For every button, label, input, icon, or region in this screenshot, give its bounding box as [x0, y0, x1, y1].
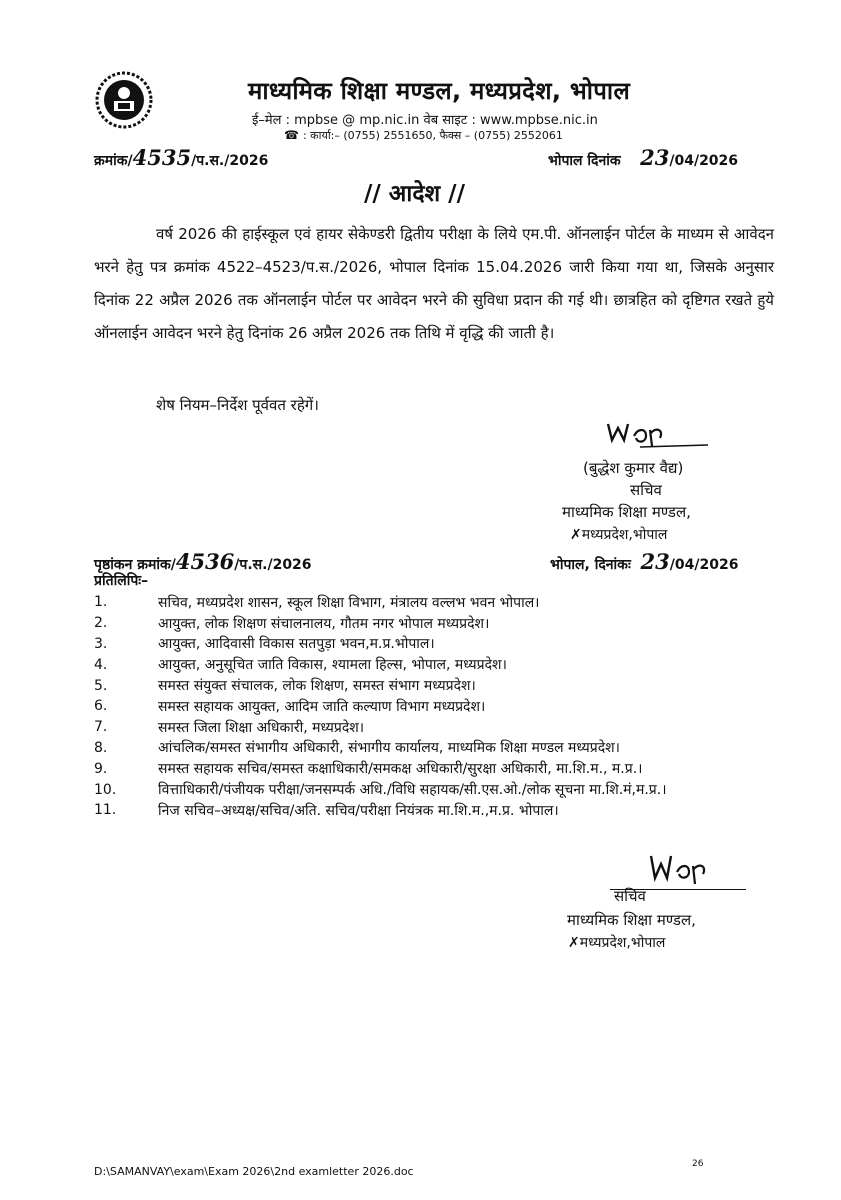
order-body-paragraph — [94, 218, 774, 350]
copy-list-item-number: 6. — [94, 698, 108, 715]
endorsement-handwritten-number: 4536 — [175, 549, 235, 574]
copy-list-item-number: 4. — [94, 656, 108, 673]
copy-list-item-text: आयुक्त, लोक शिक्षण संचालनालय, गौतम नगर भोपाल मध्यप्रदेश। — [158, 615, 490, 632]
header-contact-phone — [284, 128, 563, 143]
order-body-note: शेष नियम–निर्देश पूर्ववत रहेगें। — [156, 396, 319, 414]
copy-list-item — [94, 675, 794, 696]
signatory-name: (बुद्धेश कुमार वैद्य) — [583, 459, 684, 477]
copy-list-item-text: आयुक्त, आदिवासी विकास सतपुड़ा भवन,म.प्र.भोपाल। — [158, 636, 435, 653]
copy-list-item — [94, 800, 794, 821]
copy-to-label: प्रतिलिपिः– — [94, 573, 149, 589]
copy-list-item-number: 11. — [94, 802, 117, 819]
endorsement-prefix: पृष्ठांकन क्रमांक/ — [94, 557, 176, 573]
signatory-org-line2-text: मध्यप्रदेश,भोपाल — [581, 527, 668, 543]
copy-to-list — [94, 592, 794, 821]
order-body-text: वर्ष 2026 की हाईस्कूल एवं हायर सेकेण्डरी द्वितीय परीक्षा के लिये एम.पी. ऑनलाईन पोर्टल के माध्यम से आवेदन भरने हेतु पत्र क्रमांक 4522–4523/प.स./2026, भोपाल दिनांक 15.04.2026 जारी किया गया था, जिसके अनुसार दिनांक 22 अप्रैल 2026 तक ऑनलाईन पोर्टल पर आवेदन भरने की सुविधा प्रदान की गई थी। छात्रहित को दृष्टिगत रखते हुये ऑनलाईन आवेदन भरने हेतु दिनांक 26 अप्रैल 2026 तक तिथि में वृद्धि की जाती है। — [94, 225, 774, 342]
copy-list-item-text: सचिव, मध्यप्रदेश शासन, स्कूल शिक्षा विभाग, मंत्रालय वल्लभ भवन भोपाल। — [158, 594, 540, 611]
copy-list-item-text: वित्ताधिकारी/पंजीयक परीक्षा/जनसम्पर्क अधि./विधि सहायक/सी.एस.ओ./लोक सूचना मा.शि.मं,म.प्र.। — [158, 782, 667, 799]
copy-list-item — [94, 654, 794, 675]
copy-list-item-number: 9. — [94, 760, 108, 777]
reference-date-day: 23 — [640, 145, 670, 170]
copy-list-item-text: समस्त संयुक्त संचालक, लोक शिक्षण, समस्त संभाग मध्यप्रदेश। — [158, 678, 476, 695]
copy-list-item-text: आंचलिक/समस्त संभागीय अधिकारी, संभागीय कार्यालय, माध्यमिक शिक्षा मण्डल मध्यप्रदेश। — [158, 740, 620, 757]
header-title: माध्यमिक शिक्षा मण्डल, मध्यप्रदेश, भोपाल — [248, 77, 631, 105]
signatory-org-line1: माध्यमिक शिक्षा मण्डल, — [562, 503, 691, 521]
copy-list-item-text: निज सचिव–अध्यक्ष/सचिव/अति. सचिव/परीक्षा नियंत्रक मा.शि.म.,म.प्र. भोपाल। — [158, 802, 559, 819]
telephone-icon: ☎ — [284, 128, 299, 142]
reference-prefix: क्रमांक/ — [94, 153, 133, 169]
copy-list-item-number: 8. — [94, 739, 108, 756]
signatory-org-line2 — [570, 525, 667, 544]
reference-date — [548, 145, 738, 170]
copy-list-item — [94, 613, 794, 634]
endorsement-suffix: /प.स./2026 — [234, 557, 312, 573]
copy-list-item — [94, 758, 794, 779]
header-phone-text: : कार्या:– (0755) 2551650, फैक्स – (0755) 2552061 — [302, 129, 563, 142]
pen-mark-icon: ✗ — [570, 527, 582, 543]
pen-mark-icon: ✗ — [568, 935, 580, 951]
copy-list-item — [94, 696, 794, 717]
copy-list-item-text: समस्त सहायक सचिव/समस्त कक्षाधिकारी/समकक्ष अधिकारी/सुरक्षा अधिकारी, मा.शि.म., म.प्र.। — [158, 761, 643, 778]
copy-list-item-number: 5. — [94, 677, 108, 694]
copy-list-item-number: 2. — [94, 615, 108, 632]
reference-suffix: /प.स./2026 — [191, 153, 269, 169]
header-contact-email: ई–मेल : mpbse @ mp.nic.in वेब साइट : www.mpbse.nic.in — [252, 113, 598, 128]
signatory-2-designation: सचिव — [614, 887, 646, 905]
signatory-designation: सचिव — [630, 481, 662, 499]
copy-list-item-number: 10. — [94, 781, 117, 798]
copy-list-item-text: आयुक्त, अनुसूचित जाति विकास, श्यामला हिल्स, भोपाल, मध्यप्रदेश। — [158, 657, 507, 674]
copy-list-item — [94, 738, 794, 759]
copy-list-item — [94, 717, 794, 738]
copy-list-item-number: 1. — [94, 594, 108, 611]
reference-date-suffix: /04/2026 — [669, 153, 739, 169]
endorsement-date-day: 23 — [640, 549, 670, 574]
reference-number — [94, 145, 268, 170]
signatory-2-org-line2-text: मध्यप्रदेश,भोपाल — [579, 935, 666, 951]
copy-list-item-number: 3. — [94, 635, 108, 652]
reference-handwritten-number: 4535 — [132, 145, 192, 170]
endorsement-date-prefix: भोपाल, दिनांकः — [550, 557, 631, 573]
copy-list-item-text: समस्त सहायक आयुक्त, आदिम जाति कल्याण विभाग मध्यप्रदेश। — [158, 698, 486, 715]
signature-2 — [645, 850, 755, 890]
copy-list-item-number: 7. — [94, 719, 108, 736]
copy-list-item — [94, 779, 794, 800]
endorsement-date — [550, 549, 738, 574]
order-title: // आदेश // — [364, 181, 465, 207]
reference-date-prefix: भोपाल दिनांक — [548, 153, 621, 169]
footer-file-path: D:\SAMANVAY\exam\Exam 2026\2nd examletter 2026.doc — [94, 1165, 414, 1178]
copy-list-item — [94, 634, 794, 655]
copy-list-item-text: समस्त जिला शिक्षा अधिकारी, मध्यप्रदेश। — [158, 719, 365, 736]
signatory-2-org-line1: माध्यमिक शिक्षा मण्डल, — [567, 911, 696, 929]
signature-1 — [600, 416, 710, 450]
copy-list-item — [94, 592, 794, 613]
page-number: 26 — [692, 1159, 704, 1169]
board-logo — [94, 70, 154, 130]
endorsement-date-suffix: /04/2026 — [669, 557, 739, 573]
signatory-2-org-line2 — [568, 933, 665, 952]
